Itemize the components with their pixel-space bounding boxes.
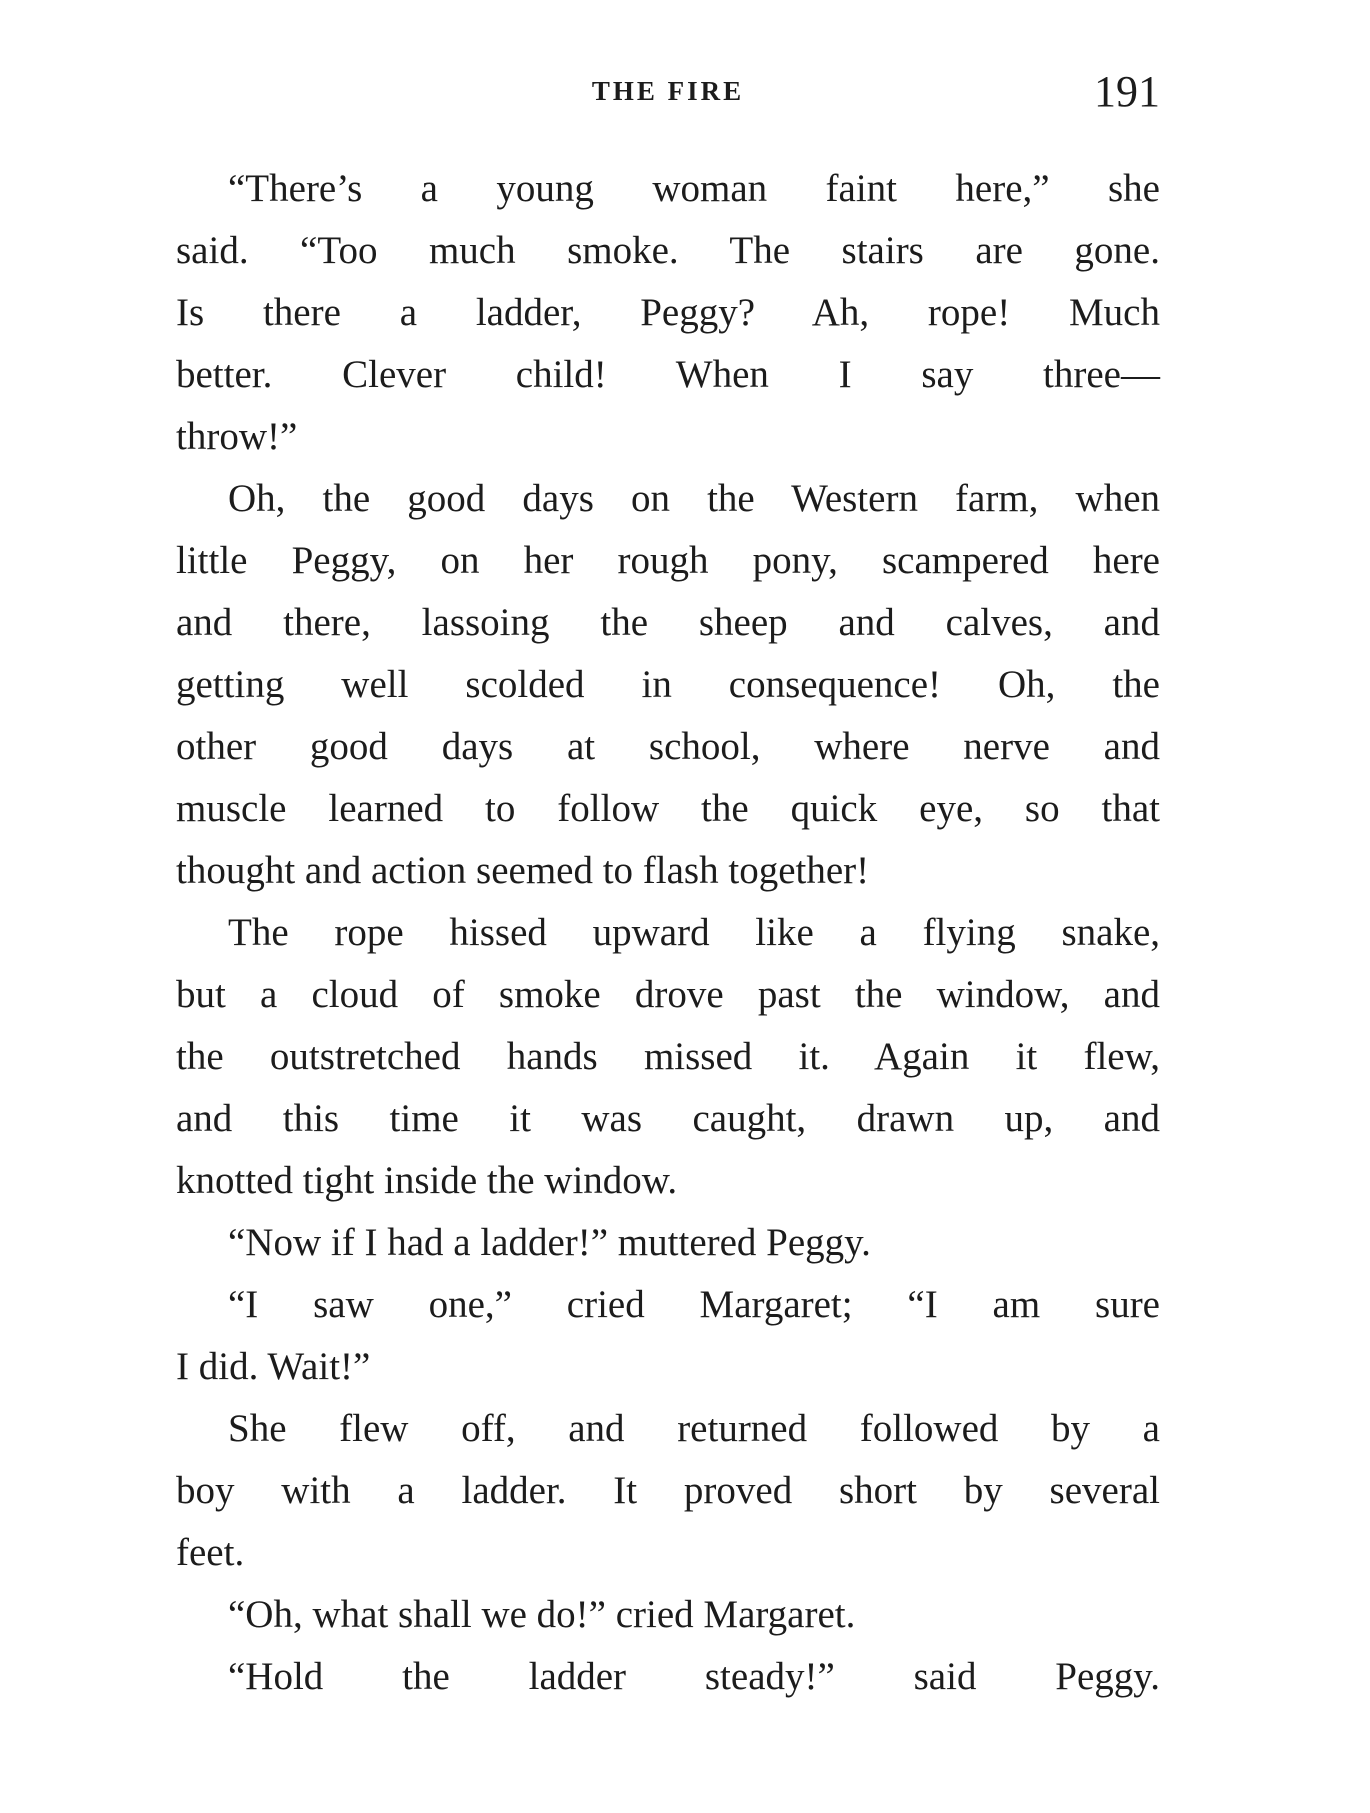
text-line: and this time it was caught, drawn up, and — [176, 1097, 1160, 1140]
text-line: but a cloud of smoke drove past the window, and — [176, 973, 1160, 1016]
text-line: I did. Wait!” — [176, 1345, 371, 1388]
text-line: “I saw one,” cried Margaret; “I am sure — [228, 1283, 1160, 1326]
running-head — [176, 66, 1160, 116]
body-text — [176, 158, 1160, 1708]
text-line: “There’s a young woman faint here,” she — [228, 167, 1160, 210]
text-line: better. Clever child! When I say three— — [176, 353, 1160, 396]
text-line: the outstretched hands missed it. Again it flew, — [176, 1035, 1160, 1078]
text-line: and there, lassoing the sheep and calves, and — [176, 601, 1160, 644]
text-line: “Hold the ladder steady!” said Peggy. — [228, 1655, 1160, 1698]
text-line: “Now if I had a ladder!” muttered Peggy. — [228, 1221, 871, 1264]
text-line: throw!” — [176, 415, 298, 458]
text-line: “Oh, what shall we do!” cried Margaret. — [228, 1593, 856, 1636]
text-line: The rope hissed upward like a flying snake, — [228, 911, 1160, 954]
text-line: muscle learned to follow the quick eye, so that — [176, 787, 1160, 830]
text-line: getting well scolded in consequence! Oh, the — [176, 663, 1160, 706]
page-number: 191 — [1094, 67, 1160, 116]
text-line: said. “Too much smoke. The stairs are gone. — [176, 229, 1160, 272]
text-line: boy with a ladder. It proved short by several — [176, 1469, 1160, 1512]
text-line: Is there a ladder, Peggy? Ah, rope! Much — [176, 291, 1160, 334]
text-line: Oh, the good days on the Western farm, when — [228, 477, 1160, 520]
text-line: thought and action seemed to flash together! — [176, 849, 870, 892]
text-line: She flew off, and returned followed by a — [228, 1407, 1160, 1450]
text-line: little Peggy, on her rough pony, scampered here — [176, 539, 1160, 582]
text-line: other good days at school, where nerve and — [176, 725, 1160, 768]
text-line: knotted tight inside the window. — [176, 1159, 678, 1202]
running-title: THE FIRE — [591, 76, 745, 106]
text-line: feet. — [176, 1531, 245, 1574]
